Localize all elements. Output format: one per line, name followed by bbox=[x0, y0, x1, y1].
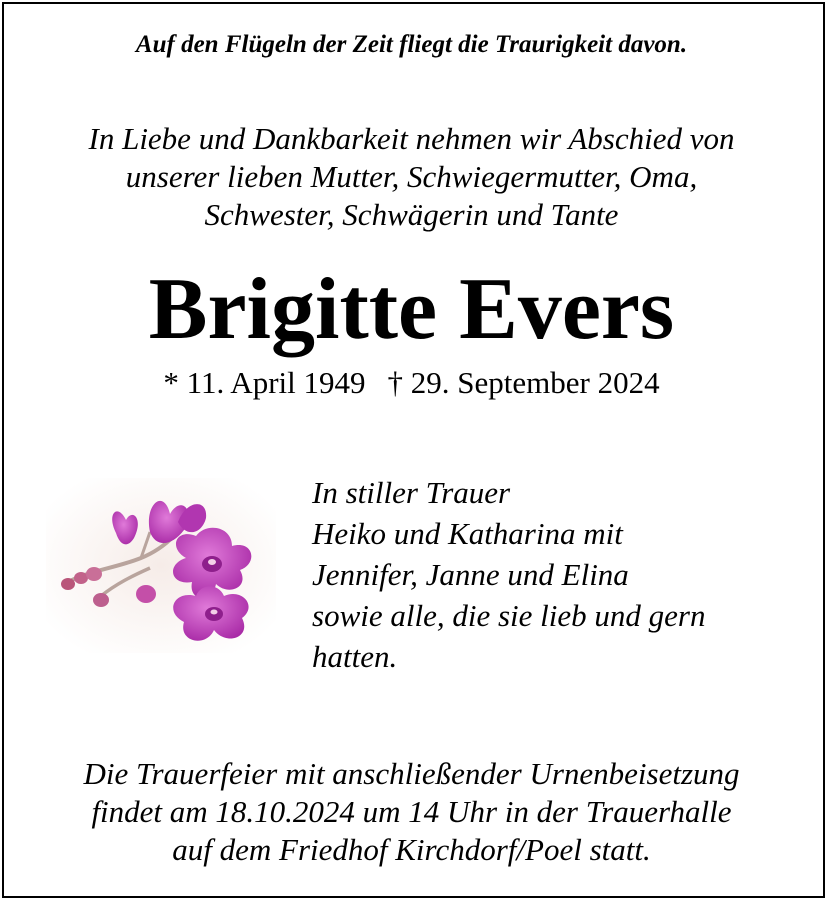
funeral-line: findet am 18.10.2024 um 14 Uhr in der Trauerhalle bbox=[91, 794, 732, 829]
intro-line: Schwester, Schwägerin und Tante bbox=[204, 197, 619, 232]
intro-text bbox=[0, 120, 823, 234]
mourners-line: sowie alle, die sie lieb und gern bbox=[312, 598, 706, 633]
intro-line: In Liebe und Dankbarkeit nehmen wir Abschied von bbox=[88, 121, 735, 156]
birth-date: * 11. April 1949 bbox=[163, 365, 366, 400]
mourners-line: Jennifer, Janne und Elina bbox=[312, 557, 629, 592]
mourners-line: In stiller Trauer bbox=[312, 475, 511, 510]
intro-line: unserer lieben Mutter, Schwiegermutter, Oma, bbox=[125, 159, 698, 194]
orchid-icon bbox=[46, 478, 276, 653]
mourners-line: hatten. bbox=[312, 639, 398, 674]
funeral-line: auf dem Friedhof Kirchdorf/Poel statt. bbox=[172, 832, 651, 867]
life-dates bbox=[0, 364, 823, 402]
motto-text: Auf den Flügeln der Zeit fliegt die Traurigkeit davon. bbox=[135, 31, 688, 58]
deceased-name: Brigitte Evers bbox=[148, 261, 675, 358]
mourners-text bbox=[312, 472, 812, 677]
death-date: † 29. September 2024 bbox=[387, 365, 660, 400]
funeral-line: Die Trauerfeier mit anschließender Urnenbeisetzung bbox=[83, 756, 740, 791]
funeral-notice bbox=[0, 755, 823, 869]
mourners-line: Heiko und Katharina mit bbox=[312, 516, 623, 551]
